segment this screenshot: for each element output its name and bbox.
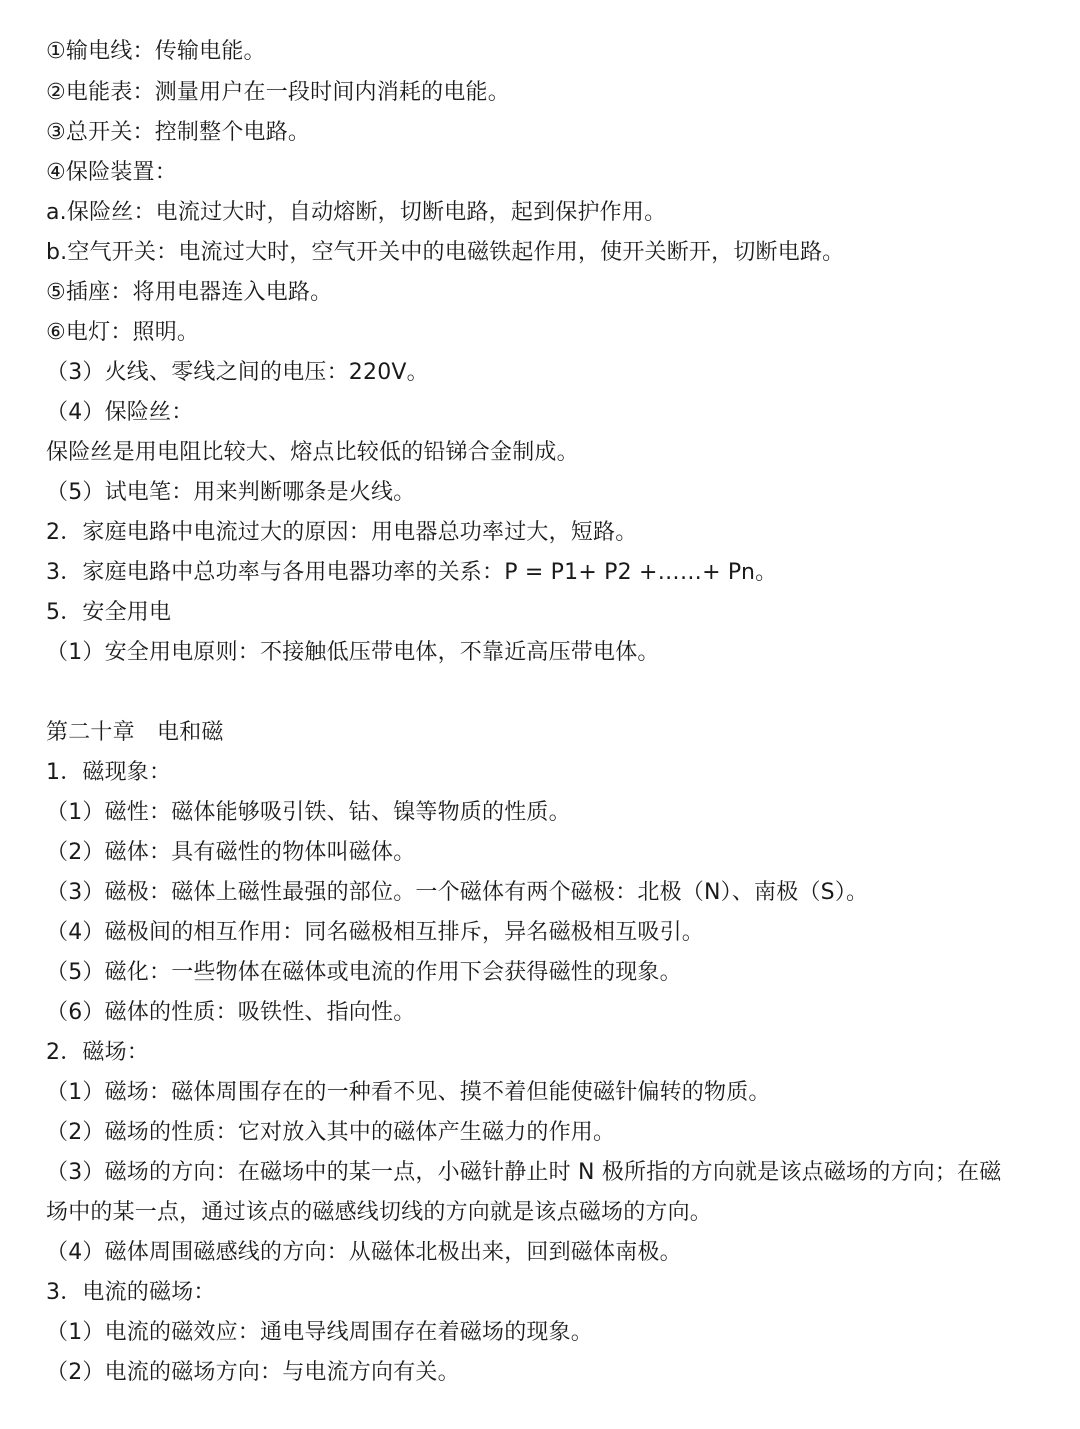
text-line: ⑥电灯：照明。 [46, 320, 200, 345]
text-line: 5．安全用电 [46, 600, 172, 625]
text-line: （2）磁场的性质：它对放入其中的磁体产生磁力的作用。 [46, 1120, 616, 1145]
text-line: （5）试电笔：用来判断哪条是火线。 [46, 480, 416, 505]
text-line: 1．磁现象： [46, 760, 172, 785]
text-line: a.保险丝：电流过大时，自动熔断，切断电路，起到保护作用。 [46, 200, 667, 225]
text-line: ②电能表：测量用户在一段时间内消耗的电能。 [46, 80, 510, 105]
text-line: 3．电流的磁场： [46, 1280, 216, 1305]
text-line: （4）保险丝： [46, 400, 194, 425]
text-line: （1）电流的磁效应：通电导线周围存在着磁场的现象。 [46, 1320, 593, 1345]
text-line: 保险丝是用电阻比较大、熔点比较低的铅锑合金制成。 [46, 440, 579, 465]
text-line: （3）磁场的方向：在磁场中的某一点，小磁针静止时 N 极所指的方向就是该点磁场的方向；在磁 [46, 1160, 1002, 1185]
text-line: ④保险装置： [46, 160, 177, 185]
text-line: b.空气开关：电流过大时，空气开关中的电磁铁起作用，使开关断开，切断电路。 [46, 240, 845, 265]
text-line: （2）电流的磁场方向：与电流方向有关。 [46, 1360, 460, 1385]
text-line: （4）磁体周围磁感线的方向：从磁体北极出来，回到磁体南极。 [46, 1240, 682, 1265]
text-line: 3．家庭电路中总功率与各用电器功率的关系：P = P1+ P2 +……+ Pn。 [46, 560, 778, 585]
chapter-heading: 第二十章 电和磁 [46, 720, 224, 745]
text-line: ⑤插座：将用电器连入电路。 [46, 280, 333, 305]
text-line: （1）磁性：磁体能够吸引铁、钴、镍等物质的性质。 [46, 800, 571, 825]
text-line: （6）磁体的性质：吸铁性、指向性。 [46, 1000, 416, 1025]
text-line: （5）磁化：一些物体在磁体或电流的作用下会获得磁性的现象。 [46, 960, 682, 985]
text-line: 2．磁场： [46, 1040, 149, 1065]
text-line: （1）磁场：磁体周围存在的一种看不见、摸不着但能使磁针偏转的物质。 [46, 1080, 771, 1105]
text-line: （3）磁极：磁体上磁性最强的部位。一个磁体有两个磁极：北极（N）、南极（S）。 [46, 880, 869, 905]
text-line: （3）火线、零线之间的电压：220V。 [46, 360, 429, 385]
text-line: 场中的某一点，通过该点的磁感线切线的方向就是该点磁场的方向。 [46, 1200, 713, 1225]
text-line: ①输电线：传输电能。 [46, 39, 266, 64]
text-line: 2．家庭电路中电流过大的原因：用电器总功率过大，短路。 [46, 520, 638, 545]
text-line: （2）磁体：具有磁性的物体叫磁体。 [46, 840, 416, 865]
text-line: （4）磁极间的相互作用：同名磁极相互排斥，异名磁极相互吸引。 [46, 920, 704, 945]
text-line: （1）安全用电原则：不接触低压带电体，不靠近高压带电体。 [46, 640, 660, 665]
text-line: ③总开关：控制整个电路。 [46, 120, 311, 145]
